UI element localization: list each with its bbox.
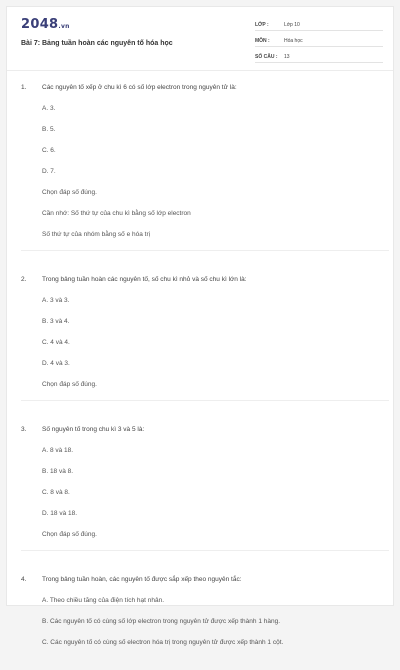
answer-option[interactable]: A. 3. [42, 105, 56, 112]
meta-label: SỐ CÂU : [255, 54, 278, 60]
answer-note: Số thứ tự của nhóm bằng số e hóa trị [42, 231, 151, 238]
answer-option[interactable]: C. 8 và 8. [42, 489, 70, 496]
question-text: Trong bảng tuần hoàn, các nguyên tố được sắp xếp theo nguyên tắc: [42, 576, 242, 583]
question-number: 3. [21, 426, 27, 433]
question-text: Số nguyên tố trong chu kì 3 và 5 là: [42, 426, 145, 433]
answer-option[interactable]: B. 5. [42, 126, 56, 133]
worksheet-header [7, 7, 393, 71]
answer-option[interactable]: B. Các nguyên tố có cùng số lớp electron trong nguyên tử được xếp thành 1 hàng. [42, 618, 281, 625]
question-stem [21, 263, 389, 285]
meta-row-subject [255, 33, 383, 47]
answer-instruction: Chọn đáp số đúng. [42, 531, 97, 538]
answer-option[interactable]: B. 3 và 4. [42, 318, 70, 325]
question-1 [21, 71, 389, 251]
answer-note: Cần nhớ: Số thứ tự của chu kì bằng số lớp electron [42, 210, 191, 217]
meta-value: Lớp 10 [284, 22, 300, 28]
meta-row-class [255, 17, 383, 31]
question-number: 4. [21, 576, 27, 583]
site-logo[interactable]: 2048.vn [21, 17, 70, 32]
answer-option[interactable]: A. Theo chiều tăng của điện tích hạt nhân. [42, 597, 165, 604]
answer-option[interactable]: D. 4 và 3. [42, 360, 70, 367]
answer-option[interactable]: C. 6. [42, 147, 56, 154]
question-3 [21, 413, 389, 551]
answer-instruction: Chọn đáp số đúng. [42, 189, 97, 196]
question-text: Các nguyên tố xếp ở chu kì 6 có số lớp electron trong nguyên tử là: [42, 84, 237, 91]
worksheet-page [6, 6, 394, 646]
question-number: 1. [21, 84, 27, 91]
answer-option[interactable]: B. 18 và 8. [42, 468, 74, 475]
answer-option[interactable]: C. Các nguyên tố có cùng số electron hóa trị trong nguyên tử được xếp thành 1 cột. [42, 639, 284, 646]
answer-option[interactable]: D. 7. [42, 168, 56, 175]
meta-info [255, 17, 383, 65]
meta-value: 13 [284, 54, 290, 60]
answer-option[interactable]: A. 3 và 3. [42, 297, 70, 304]
question-stem [21, 71, 389, 93]
question-list [21, 71, 389, 670]
question-stem [21, 413, 389, 435]
question-number: 2. [21, 276, 27, 283]
question-stem [21, 563, 389, 585]
question-2 [21, 263, 389, 401]
answer-option[interactable]: C. 4 và 4. [42, 339, 70, 346]
lesson-title: Bài 7: Bảng tuần hoàn các nguyên tố hóa học [21, 40, 173, 47]
answer-option[interactable]: A. 8 và 18. [42, 447, 74, 454]
answer-instruction: Chọn đáp số đúng. [42, 381, 97, 388]
meta-label: LỚP : [255, 22, 269, 28]
meta-value: Hóa học [284, 38, 303, 44]
meta-label: MÔN : [255, 38, 270, 44]
question-4 [21, 563, 389, 658]
answer-option[interactable]: D. 18 và 18. [42, 510, 78, 517]
meta-row-count [255, 49, 383, 63]
question-text: Trong bảng tuần hoàn các nguyên tố, số chu kì nhỏ và số chu kì lớn là: [42, 276, 247, 283]
